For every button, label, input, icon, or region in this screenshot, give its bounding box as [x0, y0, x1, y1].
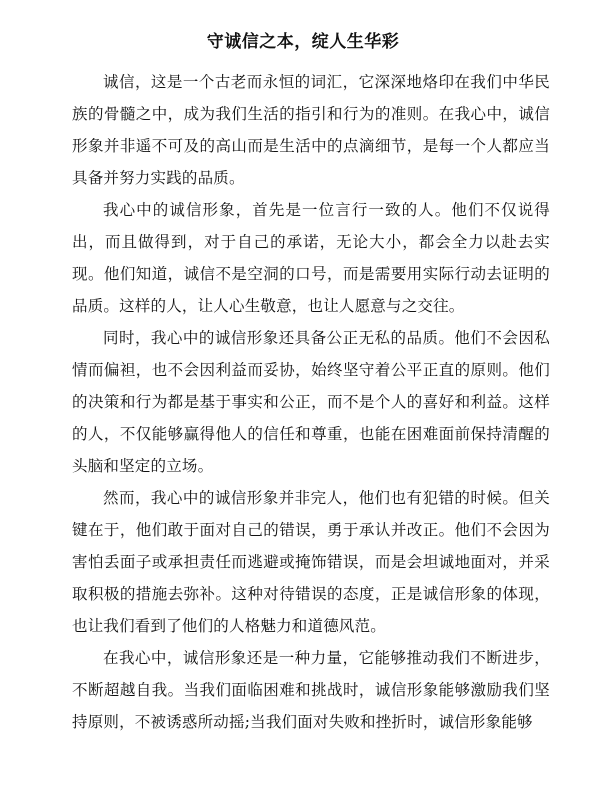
paragraph-5: 在我心中，诚信形象还是一种力量，它能够推动我们不断进步，不断超越自我。当我们面临困难和挑战时，诚信形象能够激励我们坚持原则，不被诱惑所动摇;当我们面对失败和挫折时，诚信形象能够	[72, 649, 550, 731]
document-title: 守诚信之本，绽人生华彩	[206, 32, 400, 52]
document-body	[72, 66, 550, 738]
paragraph-2: 我心中的诚信形象，首先是一位言行一致的人。他们不仅说得出，而且做得到，对于自己的承诺，无论大小，都会全力以赴去实现。他们知道，诚信不是空洞的口号，而是需要用实际行动去证明的品质。这样的人，让人心生敬意，也让人愿意与之交往。	[72, 201, 550, 315]
paragraph-3: 同时，我心中的诚信形象还具备公正无私的品质。他们不会因私情而偏袒，也不会因利益而妥协，始终坚守着公平正直的原则。他们的决策和行为都是基于事实和公正，而不是个人的喜好和利益。这样的人，不仅能够赢得他人的信任和尊重，也能在困难面前保持清醒的头脑和坚定的立场。	[72, 329, 550, 475]
paragraph-1: 诚信，这是一个古老而永恒的词汇，它深深地烙印在我们中华民族的骨髓之中，成为我们生活的指引和行为的准则。在我心中，诚信形象并非遥不可及的高山而是生活中的点滴细节，是每一个人都应当具备并努力实践的品质。	[72, 73, 550, 187]
paragraph-4: 然而，我心中的诚信形象并非完人，他们也有犯错的时候。但关键在于，他们敢于面对自己的错误，勇于承认并改正。他们不会因为害怕丢面子或承担责任而逃避或掩饰错误，而是会坦诚地面对，并采取积极的措施去弥补。这种对待错误的态度，正是诚信形象的体现，也让我们看到了他们的人格魅力和道德风范。	[72, 489, 550, 635]
